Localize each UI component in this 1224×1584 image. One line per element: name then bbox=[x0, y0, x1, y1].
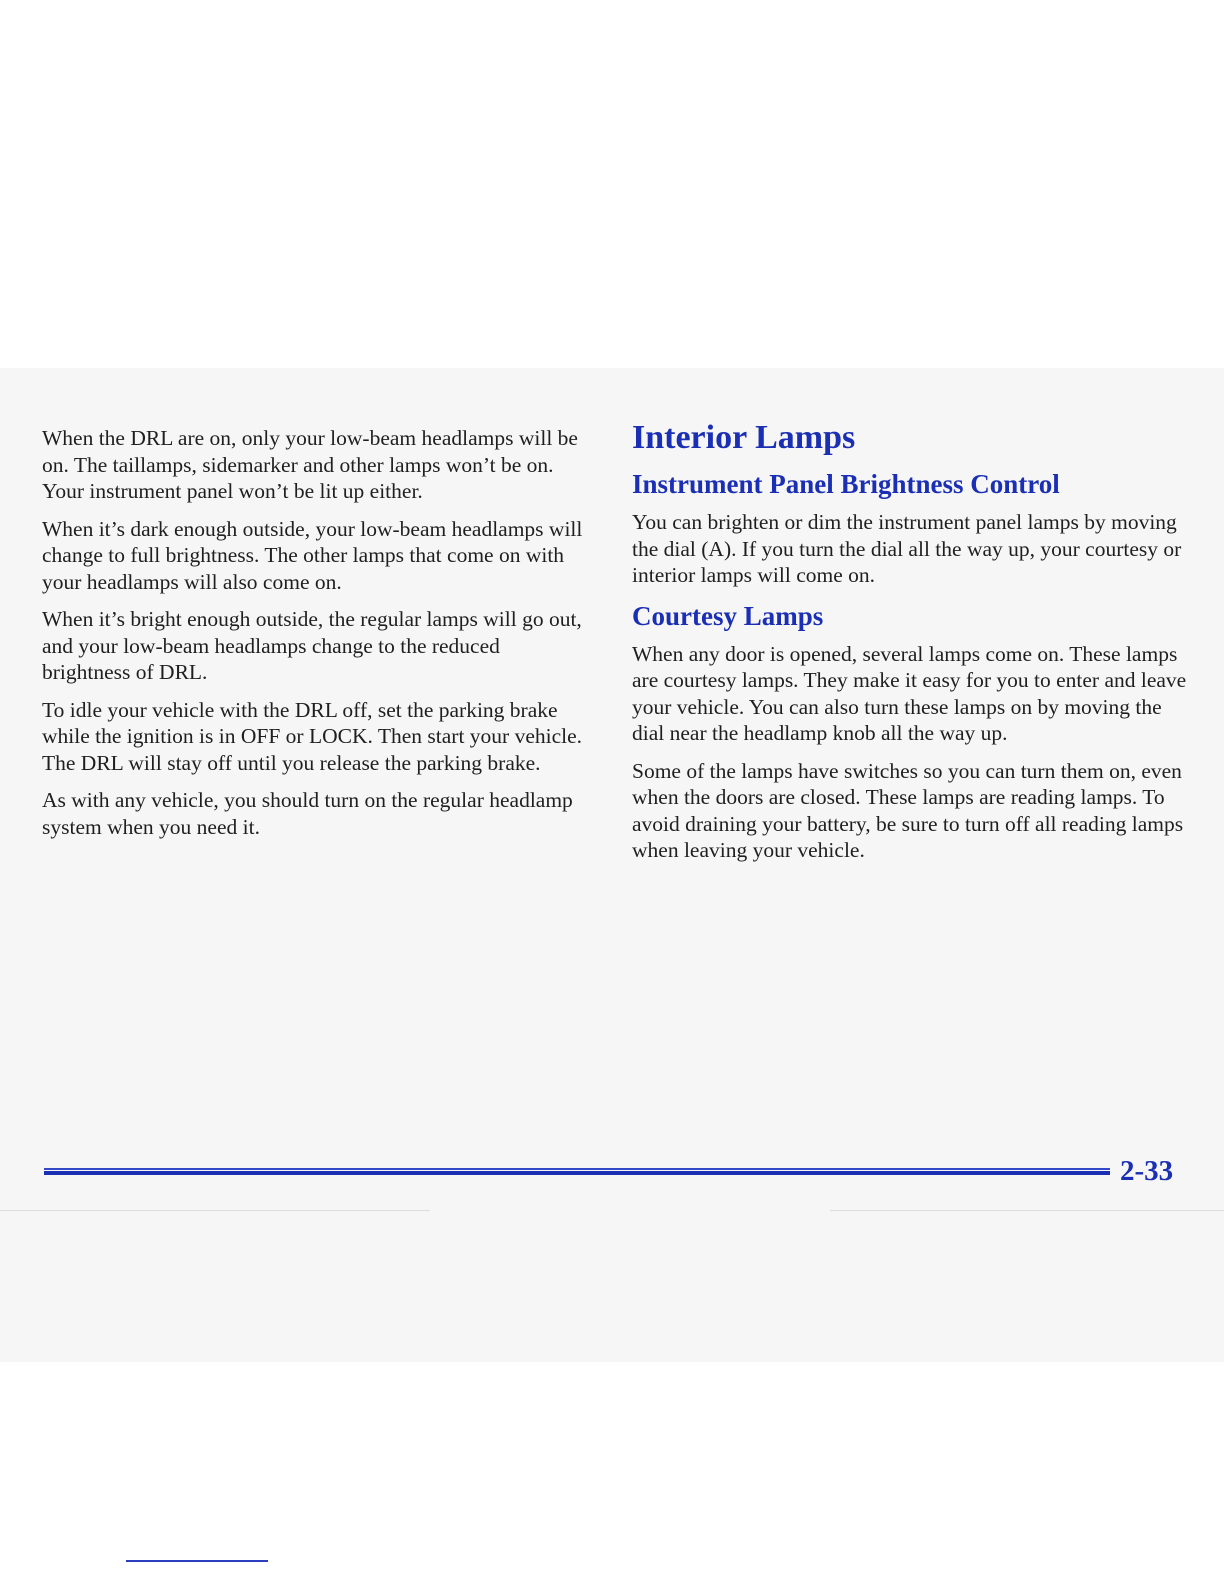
courtesy-lamps-paragraph-1: When any door is opened, several lamps come on. These lamps are courtesy lamps. They make it easy for you to enter and leave your vehicle. You can also turn these lamps on by moving the dial near the headlamp knob all the way up. bbox=[632, 641, 1187, 745]
drl-paragraph-3: When it’s bright enough outside, the regular lamps will go out, and your low-beam headlamps change to the reduced brightness of DRL. bbox=[42, 607, 582, 684]
courtesy-lamps-paragraph-2: Some of the lamps have switches so you can turn them on, even when the doors are closed. These lamps are reading lamps. To avoid draining your battery, be sure to turn off all reading lamps when leaving your vehicle. bbox=[632, 758, 1184, 862]
drl-paragraph-5: As with any vehicle, you should turn on the regular headlamp system when you need it. bbox=[42, 788, 573, 839]
footer-rule bbox=[44, 1168, 1110, 1180]
page-number: 2-33 bbox=[1120, 1155, 1174, 1187]
footer-rule-thick bbox=[44, 1171, 1110, 1175]
right-column bbox=[632, 418, 1192, 875]
footer-rule-thin bbox=[44, 1168, 1110, 1170]
section-title: Interior Lamps bbox=[632, 419, 856, 456]
instrument-panel-paragraph: You can brighten or dim the instrument panel lamps by moving the dial (A). If you turn the dial all the way up, your courtesy or interior lamps will come on. bbox=[632, 510, 1182, 587]
courtesy-lamps-heading: Courtesy Lamps bbox=[632, 600, 824, 631]
bottom-link-underline bbox=[126, 1560, 268, 1562]
left-column bbox=[42, 425, 592, 851]
drl-paragraph-1: When the DRL are on, only your low-beam headlamps will be on. The taillamps, sidemarker and other lamps won’t be on. Your instrument panel won’t be lit up either. bbox=[42, 426, 578, 503]
scan-artifact-line-right bbox=[830, 1210, 1224, 1211]
scan-artifact-line-left bbox=[0, 1210, 430, 1211]
drl-paragraph-2: When it’s dark enough outside, your low-beam headlamps will change to full brightness. The other lamps that come on with your headlamps will also come on. bbox=[42, 516, 583, 594]
drl-paragraph-4: To idle your vehicle with the DRL off, set the parking brake while the ignition is in OFF or LOCK. Then start your vehicle. The DRL will stay off until you release the parking brake. bbox=[42, 697, 583, 775]
instrument-panel-heading: Instrument Panel Brightness Control bbox=[632, 469, 1060, 499]
